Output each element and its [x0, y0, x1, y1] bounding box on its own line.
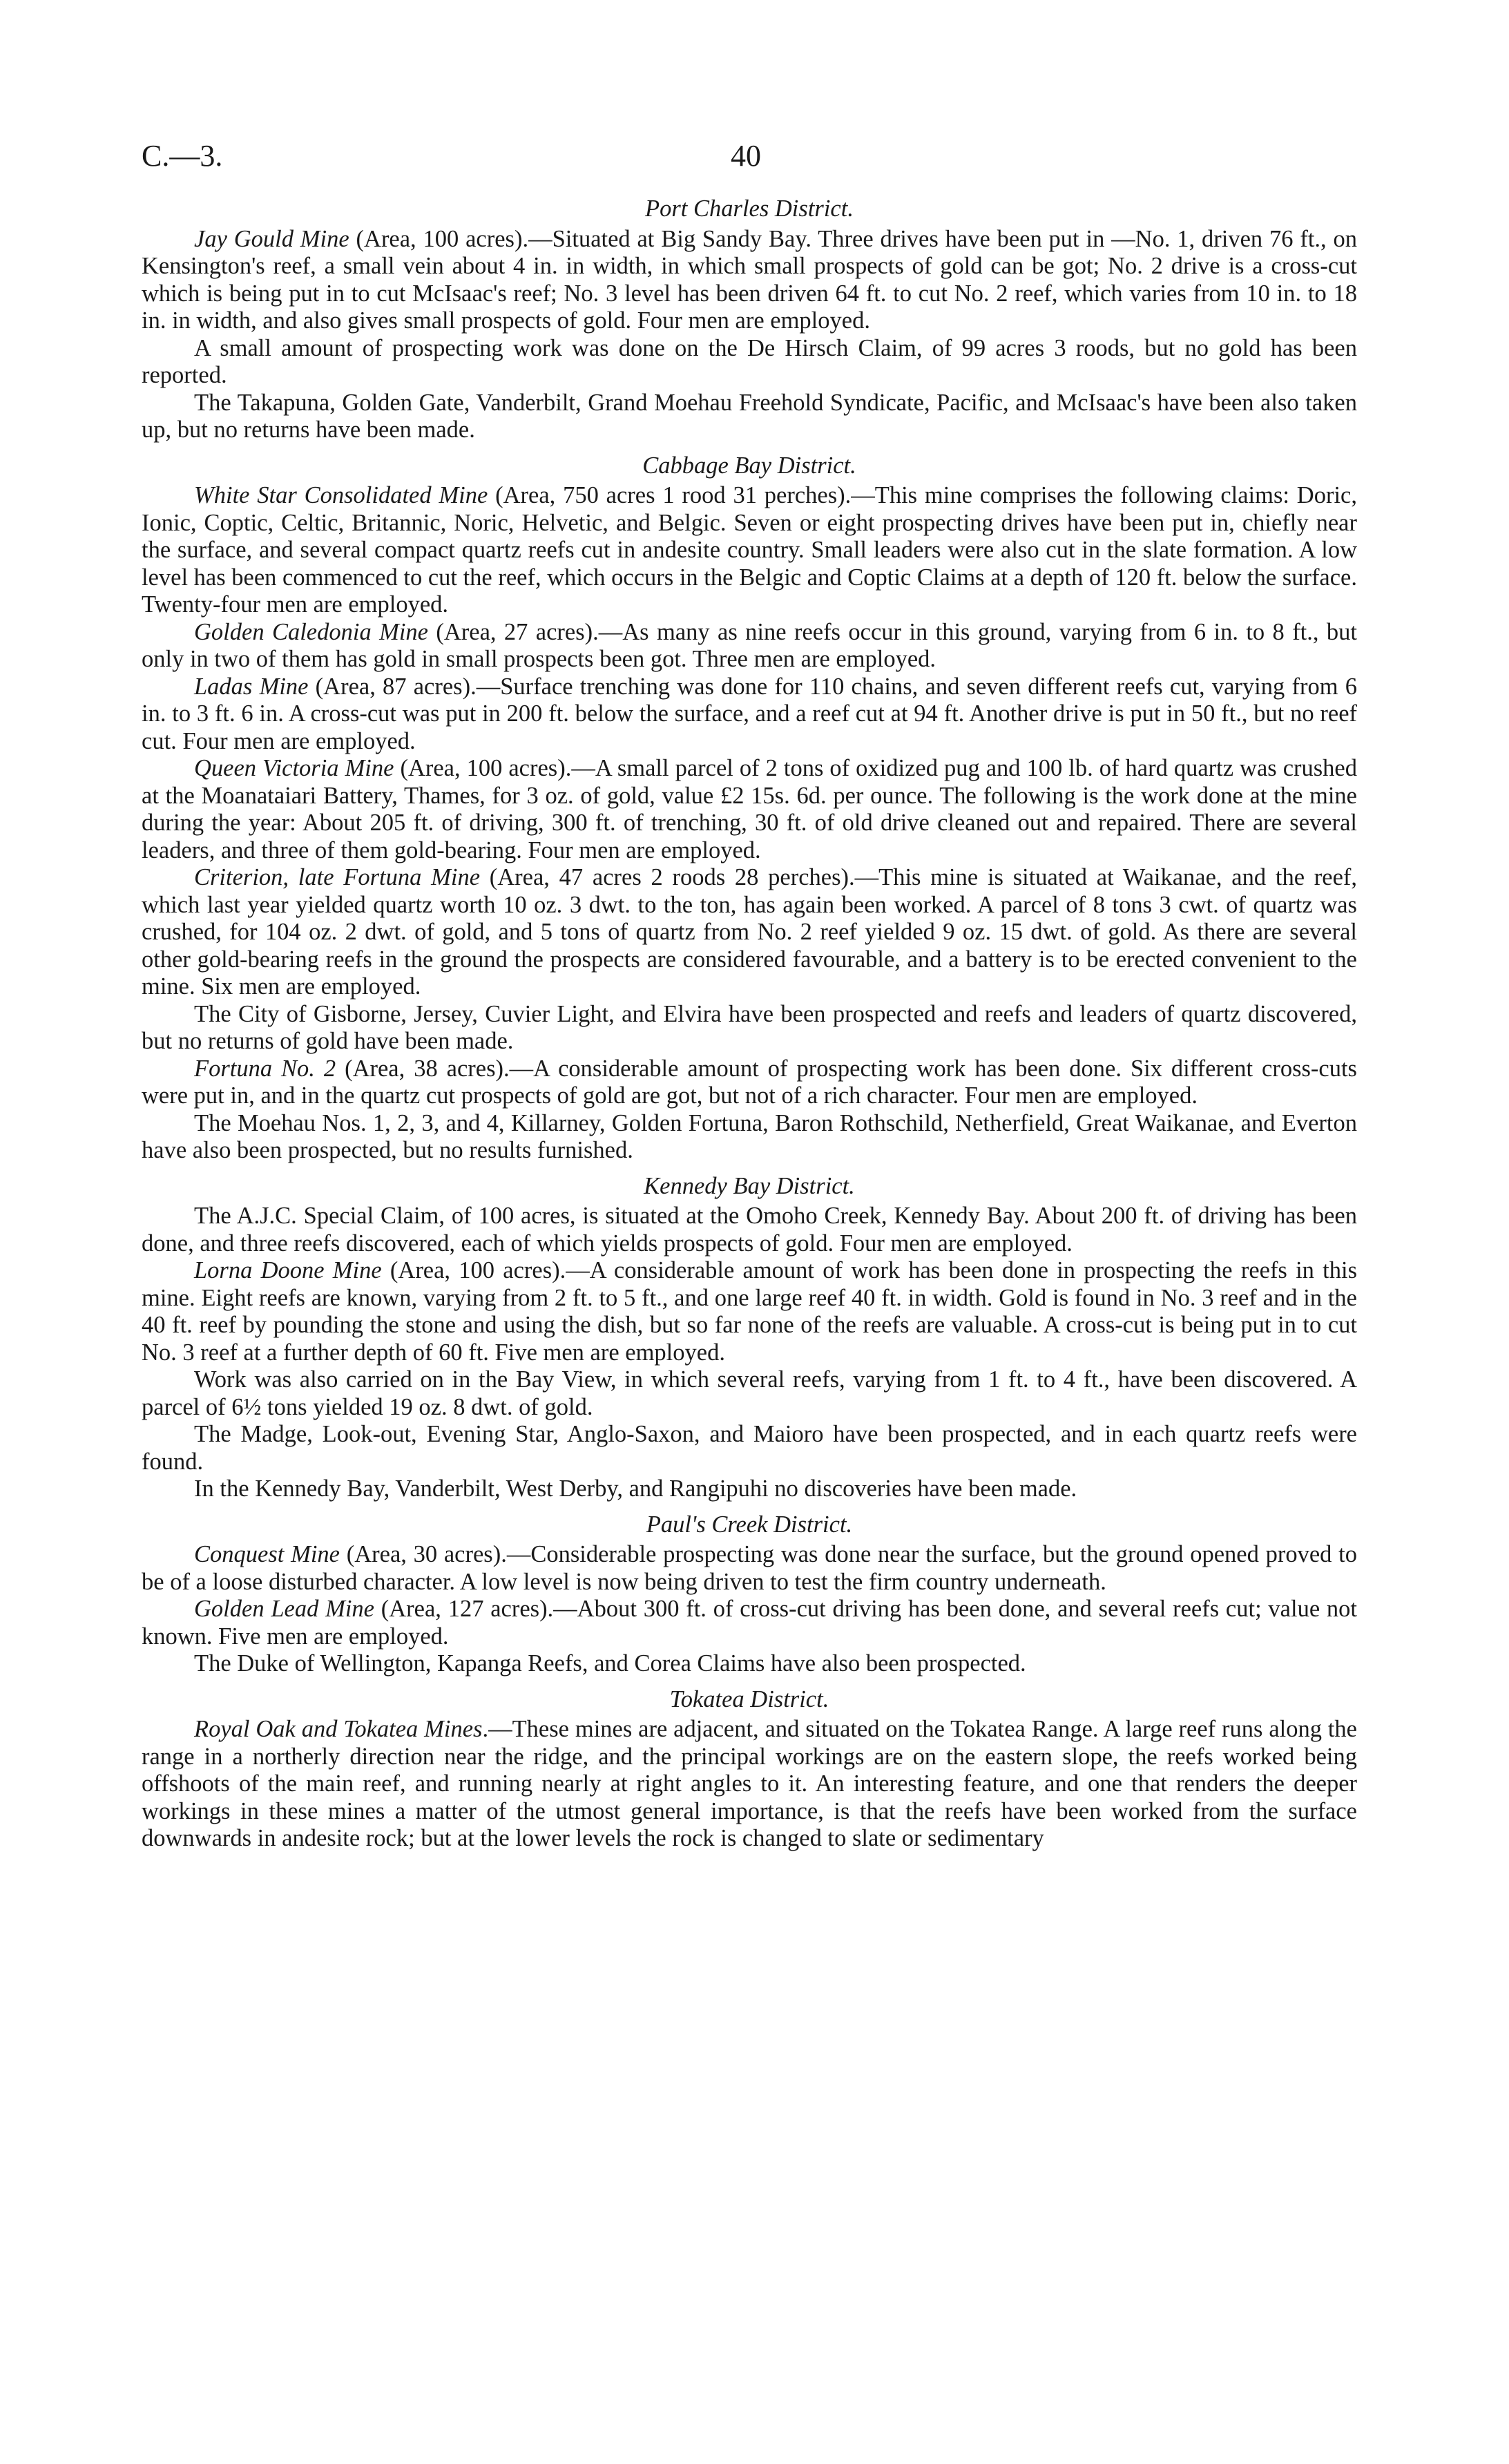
mine-name: Golden Lead Mine	[194, 1596, 374, 1622]
paragraph: The A.J.C. Special Claim, of 100 acres, is situated at the Omoho Creek, Kennedy Bay. About 200 ft. of driving has been done, and three reefs discovered, each of which yields prospects of gold. Four men are employed.	[142, 1203, 1357, 1257]
page-number: 40	[731, 139, 761, 173]
mine-name: Jay Gould Mine	[194, 225, 349, 252]
paragraph: Golden Lead Mine (Area, 127 acres).—About 300 ft. of cross-cut driving has been done, and several reefs cut; value not known. Five men are employed.	[142, 1596, 1357, 1650]
section-heading: Cabbage Bay District.	[642, 452, 856, 479]
paragraph: Golden Caledonia Mine (Area, 27 acres).—As many as nine reefs occur in this ground, varying from 6 in. to 8 ft., but only in two of them has gold in small prospects been got. Three men are employed.	[142, 618, 1357, 672]
mine-name: White Star Consolidated Mine	[194, 482, 488, 508]
mine-name: Golden Caledonia Mine	[194, 618, 428, 645]
paragraph: Royal Oak and Tokatea Mines.—These mines are adjacent, and situated on the Tokatea Range. A large reef runs along the range in a northerly direction near the ridge, and the principal workings are on the eastern slope, the reefs worked being offshoots of the main reef, and running nearly at right angles to it. An interesting feature, and one that renders the deeper workings in these mines a matter of the utmost general importance, is that the reefs have been worked from the surface downwards in andesite rock; but at the lower levels the rock is changed to slate or sedimentary	[142, 1716, 1357, 1851]
paragraph: In the Kennedy Bay, Vanderbilt, West Derby, and Rangipuhi no discoveries have been made.	[194, 1475, 1077, 1502]
paragraph: The Duke of Wellington, Kapanga Reefs, and Corea Claims have also been prospected.	[194, 1650, 1026, 1677]
paragraph: The Madge, Look-out, Evening Star, Anglo-Saxon, and Maioro have been prospected, and in each quartz reefs were found.	[142, 1421, 1357, 1475]
paragraph: Lorna Doone Mine (Area, 100 acres).—A considerable amount of work has been done in prospecting the reefs in this mine. Eight reefs are known, varying from 2 ft. to 5 ft., and one large reef 40 ft. in width. Gold is found in No. 3 reef and in the 40 ft. reef by pounding the stone and using the dish, but so far none of the reefs are valuable. A cross-cut is being put in to cut No. 3 reef at a further depth of 60 ft. Five men are employed.	[142, 1257, 1357, 1366]
mine-name: Criterion, late Fortuna Mine	[194, 864, 481, 890]
paragraph: The Takapuna, Golden Gate, Vanderbilt, Grand Moehau Freehold Syndicate, Pacific, and McIsaac's have been also taken up, but no returns have been made.	[142, 389, 1357, 443]
paragraph: Ladas Mine (Area, 87 acres).—Surface trenching was done for 110 chains, and seven different reefs cut, varying from 6 in. to 3 ft. 6 in. A cross-cut was put in 200 ft. below the surface, and a reef cut at 94 ft. Another drive is put in 50 ft., but no reef cut. Four men are employed.	[142, 673, 1357, 754]
section-heading: Kennedy Bay District.	[644, 1172, 855, 1199]
mine-name: Royal Oak and Tokatea Mines	[194, 1716, 483, 1742]
paragraph: Conquest Mine (Area, 30 acres).—Considerable prospecting was done near the surface, but the ground opened proved to be of a loose disturbed character. A low level is now being driven to test the firm country underneath.	[142, 1541, 1357, 1595]
paragraph: The City of Gisborne, Jersey, Cuvier Light, and Elvira have been prospected and reefs and leaders of quartz discovered, but no returns of gold have been made.	[142, 1000, 1357, 1054]
mine-name: Lorna Doone Mine	[194, 1257, 382, 1283]
paragraph: Fortuna No. 2 (Area, 38 acres).—A considerable amount of prospecting work has been done. Six different cross-cuts were put in, and in the quartz cut prospects of gold are got, but not of a rich character. Four men are employed.	[142, 1055, 1357, 1109]
document-reference: C.—3.	[142, 139, 223, 173]
section-heading: Tokatea District.	[669, 1685, 829, 1712]
mine-name: Queen Victoria Mine	[194, 755, 394, 781]
paragraph: Jay Gould Mine (Area, 100 acres).—Situated at Big Sandy Bay. Three drives have been put in —No. 1, driven 76 ft., on Kensington's reef, a small vein about 4 in. in width, in which small prospects of gold can be got; No. 2 drive is a cross-cut which is being put in to cut McIsaac's reef; No. 3 level has been driven 64 ft. to cut No. 2 reef, which varies from 10 in. to 18 in. in width, and also gives small prospects of gold. Four men are employed.	[142, 225, 1357, 334]
section-heading: Paul's Creek District.	[646, 1511, 853, 1538]
section-heading: Port Charles District.	[645, 195, 854, 222]
paragraph: Criterion, late Fortuna Mine (Area, 47 acres 2 roods 28 perches).—This mine is situated at Waikanae, and the reef, which last year yielded quartz worth 10 oz. 3 dwt. to the ton, has again been worked. A parcel of 8 tons 3 cwt. of quartz was crushed, for 104 oz. 2 dwt. of gold, and 5 tons of quartz from No. 2 reef yielded 9 oz. 15 dwt. of gold. As there are several other gold-bearing reefs in the ground the prospects are considered favourable, and a battery is to be erected convenient to the mine. Six men are employed.	[142, 864, 1357, 1000]
mine-name: Fortuna No. 2	[194, 1055, 336, 1082]
paragraph: A small amount of prospecting work was done on the De Hirsch Claim, of 99 acres 3 roods, but no gold has been reported.	[142, 334, 1357, 388]
mine-name: Ladas Mine	[194, 673, 309, 700]
body-text	[142, 195, 1357, 1853]
mine-name: Conquest Mine	[194, 1541, 340, 1567]
paragraph: White Star Consolidated Mine (Area, 750 acres 1 rood 31 perches).—This mine comprises the following claims: Doric, Ionic, Coptic, Celtic, Britannic, Noric, Helvetic, and Belgic. Seven or eight prospecting drives have been put in, chiefly near the surface, and several compact quartz reefs cut in andesite country. Small leaders were also cut in the slate formation. A low level has been commenced to cut the reef, which occurs in the Belgic and Coptic Claims at a depth of 120 ft. below the surface. Twenty-four men are employed.	[142, 482, 1357, 618]
paragraph: Work was also carried on in the Bay View, in which several reefs, varying from 1 ft. to 4 ft., have been discovered. A parcel of 6½ tons yielded 19 oz. 8 dwt. of gold.	[142, 1366, 1357, 1420]
paragraph: Queen Victoria Mine (Area, 100 acres).—A small parcel of 2 tons of oxidized pug and 100 lb. of hard quartz was crushed at the Moanataiari Battery, Thames, for 3 oz. of gold, value £2 15s. 6d. per ounce. The following is the work done at the mine during the year: About 205 ft. of driving, 300 ft. of trenching, 30 ft. of old drive cleaned out and repaired. There are several leaders, and three of them gold-bearing. Four men are employed.	[142, 755, 1357, 863]
paragraph: The Moehau Nos. 1, 2, 3, and 4, Killarney, Golden Fortuna, Baron Rothschild, Netherfield, Great Waikanae, and Everton have also been prospected, but no results furnished.	[142, 1109, 1357, 1163]
